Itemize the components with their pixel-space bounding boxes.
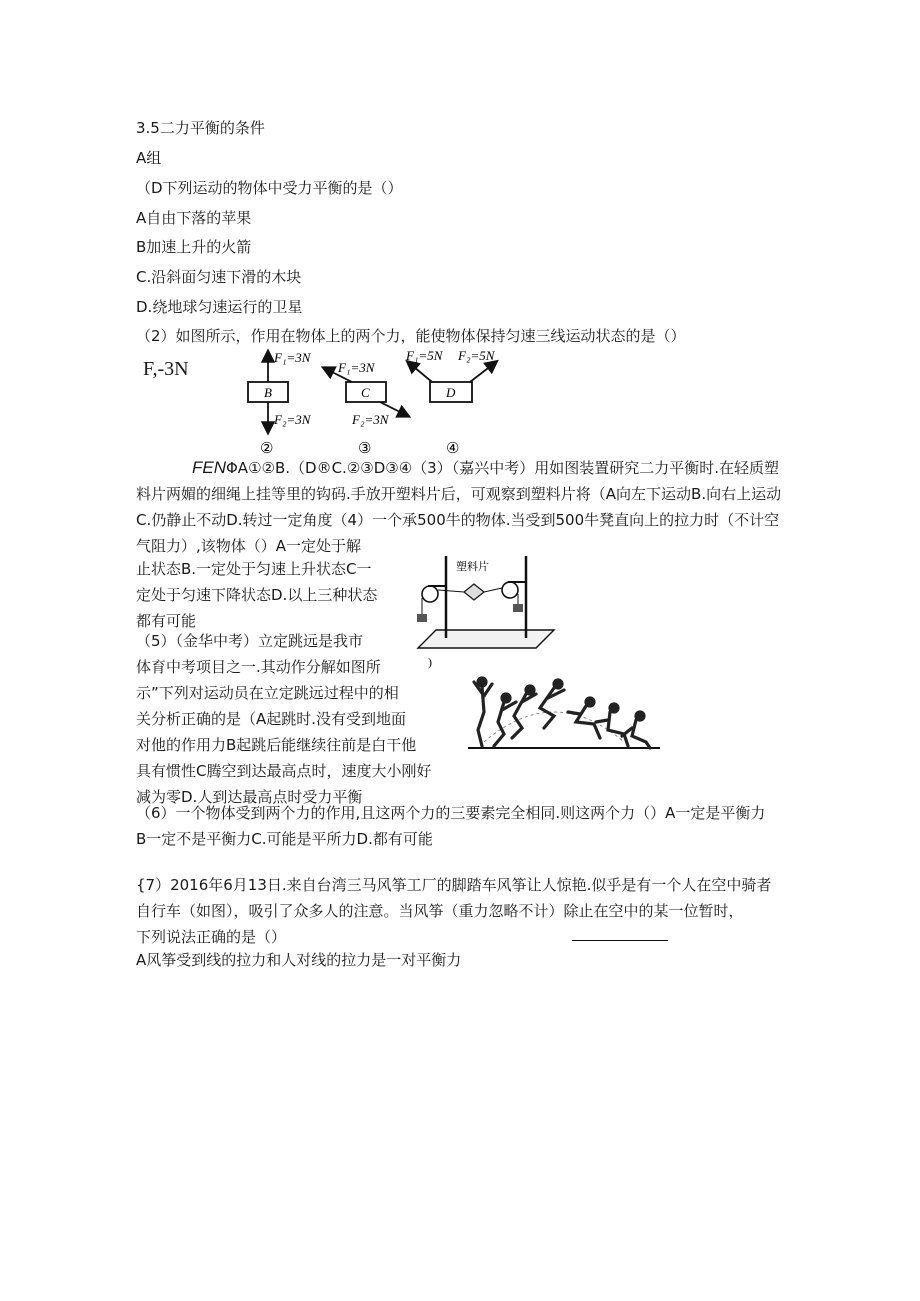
svg-text:): ) xyxy=(428,655,432,669)
q5-line-2: 体育中考项目之一.其动作分解如图所 xyxy=(136,658,381,676)
fen-label: FEN xyxy=(192,458,226,477)
c-top-force: F₁=3N xyxy=(338,360,375,375)
q4-line-1: 止状态B.一定处于匀速上升状态C一 xyxy=(136,560,372,578)
q3-q4-text: ΦA①②B.（D®C.②③D③④（3）（嘉兴中考）用如图装置研究二力平衡时.在轻质塑料片两媚的细绳上挂等里的钩码.手放开塑料片后，可观察到塑料片将（A向左下运动B.向右上运动C.仍静止不动D.转过一定角度（4）一个承500牛的物体.当受到500牛凳直向上的拉力时（不计空气阻力）,该物体（）A一定处于解 xyxy=(136,459,782,555)
d-left-force: F₁=5N xyxy=(406,348,443,363)
q4-line-2: 定处于匀速下降状态D.以上三种状态 xyxy=(136,586,378,604)
q2-force-label: F,-3N xyxy=(143,358,189,380)
q5-line-7: 减为零D.人到达最高点时受力平衡 xyxy=(136,788,363,806)
box-b-label: B xyxy=(264,385,272,400)
diagram-num-3: ③ xyxy=(358,441,372,457)
d-right-force: F₂=5N xyxy=(458,348,495,363)
force-diagram xyxy=(240,346,520,458)
q7-line-2: 自行车（如图），吸引了众多人的注意。当风筝（重力忽略不计）除止在空中的某一位暂时， xyxy=(136,902,744,920)
q5-line-1: （5）（金华中考）立定跳远是我市 xyxy=(136,632,364,650)
q7-line-3: 下列说法正确的是（） xyxy=(136,928,287,946)
q4-line-3: 都有可能 xyxy=(136,612,197,630)
box-d-label: D xyxy=(446,385,456,400)
q3-q4-paragraph xyxy=(136,455,786,559)
q1-stem: （D下列运动的物体中受力平衡的是（） xyxy=(136,179,403,197)
q5-line-4: 关分析正确的是（A起跳时.没有受到地面 xyxy=(136,710,407,728)
q6-block xyxy=(136,800,816,852)
q5-block xyxy=(136,628,446,810)
q5-line-6: 具有惯性C腾空到达最高点时，速度大小刚好 xyxy=(136,762,432,780)
c-bottom-force: F₂=3N xyxy=(352,412,389,427)
q2-stem: （2）如图所示，作用在物体上的两个力，能使物体保持匀速三线运动状态的是（） xyxy=(136,327,686,345)
b-bottom-force: F₂=3N xyxy=(274,412,311,427)
q1-option-d: D.绕地球匀速运行的卫星 xyxy=(136,298,303,316)
b-top-force: F₁=3N xyxy=(274,350,311,365)
q1-option-c: C.沿斜面匀速下滑的木块 xyxy=(136,268,302,286)
plastic-sheet-label: 塑料片 xyxy=(456,561,489,573)
group-label: A组 xyxy=(136,149,162,167)
section-title: 3.5二力平衡的条件 xyxy=(136,119,265,137)
diagram-num-2: ② xyxy=(260,441,274,457)
box-c-label: C xyxy=(361,385,370,400)
q6-line-2: B一定不是平衡力C.可能是平所力D.都有可能 xyxy=(136,830,433,848)
q7-option-a: A风筝受到线的拉力和人对线的拉力是一对平衡力 xyxy=(136,951,462,969)
q4-continuation xyxy=(136,556,436,634)
answer-underline xyxy=(572,940,668,941)
q6-line-1: （6）一个物体受到两个力的作用,且这两个力的三要素完全相同.则这两个力（）A一定是平衡力 xyxy=(136,804,766,822)
q7-line-1: {7）2016年6月13日.来自台湾三马风筝工厂的脚踏车风筝让人惊艳.似乎是有一个人在空中骑者 xyxy=(136,876,772,894)
q1-option-b: B加速上升的火箭 xyxy=(136,238,252,256)
long-jump-figure xyxy=(464,672,664,754)
q7-block xyxy=(136,872,816,950)
q5-line-3: 示”下列对运动员在立定跳远过程中的相 xyxy=(136,684,399,702)
q5-line-5: 对他的作用力B起跳后能继续往前是白干他 xyxy=(136,736,417,754)
q1-option-a: A自由下落的苹果 xyxy=(136,209,252,227)
diagram-num-4: ④ xyxy=(446,441,460,457)
